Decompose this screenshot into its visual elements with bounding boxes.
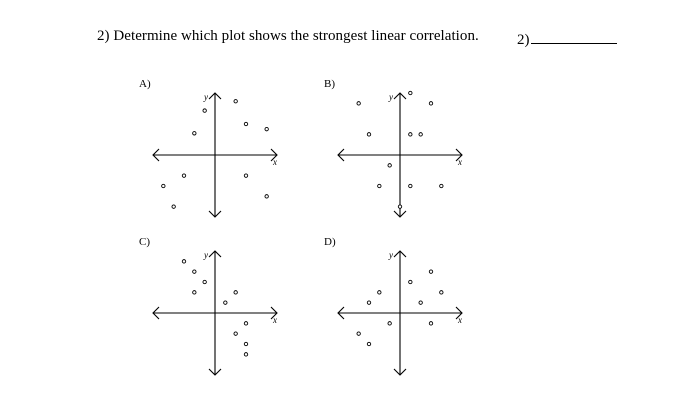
data-point [378,184,381,187]
data-point [378,291,381,294]
data-point [367,342,370,345]
data-point [409,184,412,187]
plot-b-label: B) [324,78,335,90]
data-point [409,91,412,94]
data-point [224,301,227,304]
plot-c-svg [145,233,315,393]
data-point [234,332,237,335]
answer-blank-line[interactable] [531,28,617,44]
x-axis-label: x [273,157,277,167]
plot-a-label: A) [139,78,151,90]
data-point [357,102,360,105]
answer-label: 2) [517,32,530,48]
data-point [367,133,370,136]
x-axis-label: x [273,315,277,325]
data-point [419,301,422,304]
question-text: 2) Determine which plot shows the strongest linear correlation. [97,28,479,44]
data-point [409,280,412,283]
y-axis-label: y [389,92,393,102]
data-point [234,291,237,294]
data-point [203,109,206,112]
answer-field[interactable] [517,28,617,49]
data-point [265,195,268,198]
data-point [357,332,360,335]
data-point [265,127,268,130]
data-point [440,291,443,294]
data-point [398,205,401,208]
data-point [193,291,196,294]
x-axis-label: x [458,157,462,167]
data-point [429,270,432,273]
data-point [429,102,432,105]
data-point [244,342,247,345]
y-axis-label: y [204,250,208,260]
data-point [388,322,391,325]
data-point [244,174,247,177]
data-point [419,133,422,136]
data-point [203,280,206,283]
x-axis-label: x [458,315,462,325]
plot-d [324,233,500,393]
data-point [193,270,196,273]
data-point [244,122,247,125]
data-point [388,164,391,167]
plot-a [139,75,315,235]
data-point [162,184,165,187]
plot-c-label: C) [139,236,150,248]
y-axis-label: y [389,250,393,260]
plot-d-label: D) [324,236,336,248]
data-point [429,322,432,325]
plot-b-svg [330,75,500,235]
data-point [367,301,370,304]
data-point [182,260,185,263]
data-point [409,133,412,136]
data-point [244,353,247,356]
data-point [182,174,185,177]
y-axis-label: y [204,92,208,102]
data-point [193,132,196,135]
plot-a-svg [145,75,315,235]
plot-b [324,75,500,235]
data-point [440,184,443,187]
data-point [244,322,247,325]
data-point [234,100,237,103]
data-point [172,205,175,208]
plot-d-svg [330,233,500,393]
plot-c [139,233,315,393]
